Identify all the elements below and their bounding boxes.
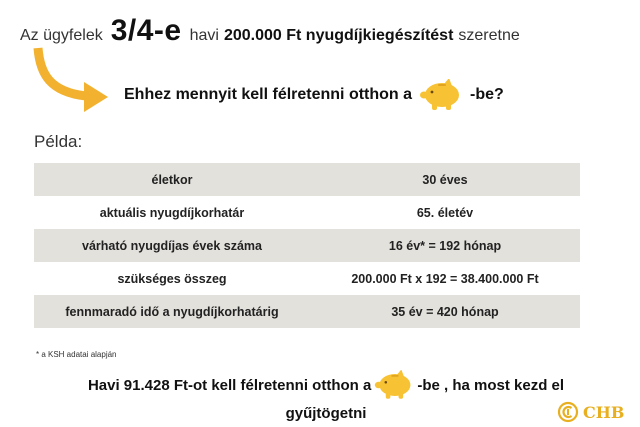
table-row bbox=[34, 262, 580, 295]
piggy-bank-icon bbox=[373, 370, 415, 400]
headline-prefix: Az ügyfelek bbox=[20, 27, 103, 44]
row-label: aktuális nyugdíjkorhatár bbox=[99, 205, 245, 220]
table-row bbox=[34, 196, 580, 229]
question bbox=[124, 80, 504, 110]
footnote: * a KSH adatai alapján bbox=[36, 350, 117, 359]
table-row bbox=[34, 163, 580, 196]
headline-middle: havi bbox=[189, 27, 219, 44]
question-after: -be? bbox=[470, 86, 504, 103]
example-table bbox=[34, 163, 580, 328]
row-label: szükséges összeg bbox=[117, 271, 227, 286]
conclusion-line2: gyűjtögetni bbox=[285, 405, 367, 422]
chb-logo-icon bbox=[556, 401, 580, 423]
row-value: 30 éves bbox=[422, 172, 468, 187]
row-label: életkor bbox=[151, 172, 193, 187]
question-before: Ehhez mennyit kell félretenni otthon a bbox=[124, 86, 413, 103]
headline-fraction: 3/4-e bbox=[110, 14, 182, 47]
headline-suffix: szeretne bbox=[458, 27, 520, 44]
row-value: 16 év* = 192 hónap bbox=[388, 238, 502, 253]
table-row bbox=[34, 295, 580, 328]
logo-text: CHB bbox=[583, 402, 625, 422]
example-label: Példa: bbox=[34, 132, 83, 151]
table-row bbox=[34, 229, 580, 262]
row-value: 65. életév bbox=[416, 205, 474, 220]
row-value: 35 év = 420 hónap bbox=[391, 304, 499, 319]
row-label: várható nyugdíjas évek száma bbox=[82, 238, 262, 253]
conclusion-after: -be , ha most kezd el bbox=[417, 376, 565, 394]
conclusion-before: Havi 91.428 Ft-ot kell félretenni otthon a bbox=[87, 376, 372, 394]
piggy-bank-icon bbox=[418, 79, 464, 111]
conclusion bbox=[0, 372, 640, 424]
chb-logo bbox=[556, 401, 636, 423]
row-value: 200.000 Ft x 192 = 38.400.000 Ft bbox=[351, 271, 539, 286]
curved-arrow-icon bbox=[28, 46, 118, 116]
row-label: fennmaradó idő a nyugdíjkorhatárig bbox=[65, 304, 279, 319]
headline-bold-text: 200.000 Ft nyugdíjkiegészítést bbox=[223, 27, 454, 44]
